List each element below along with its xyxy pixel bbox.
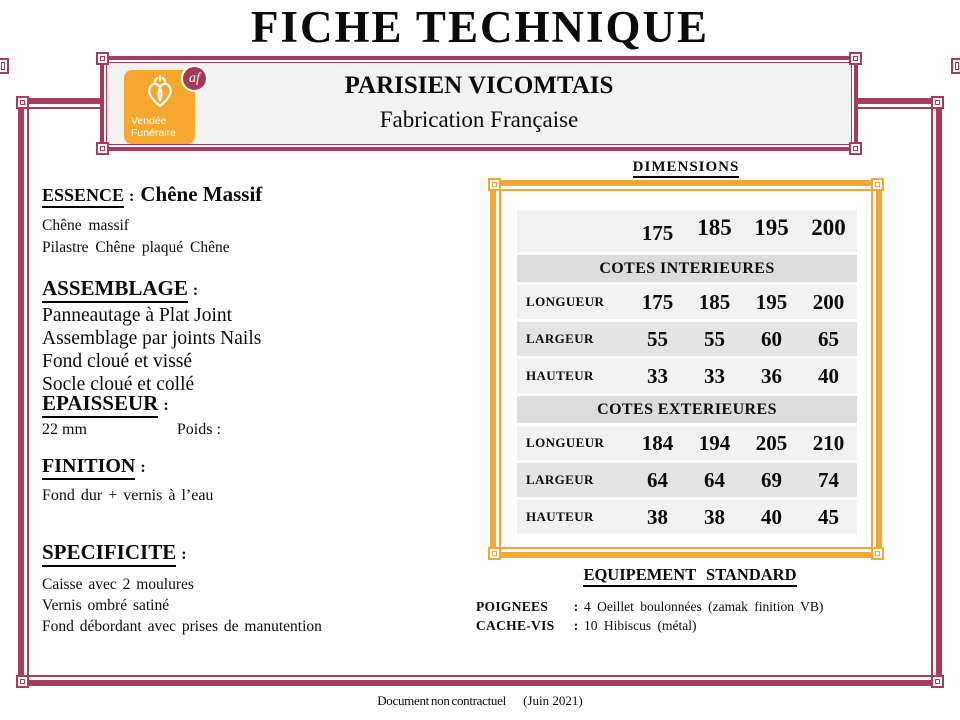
footer-date: (Juin 2021) — [523, 693, 583, 708]
equipement-heading: EQUIPEMENT STANDARD — [583, 565, 796, 587]
row-label: LONGUEUR — [526, 435, 605, 450]
equipement-colon: : — [573, 599, 579, 614]
product-name: PARISIEN VICOMTAIS — [344, 72, 614, 99]
poids-label: Poids : — [176, 421, 221, 438]
row-label: LARGEUR — [526, 331, 594, 346]
corner-ornament-icon — [16, 96, 29, 109]
corner-ornament-icon — [931, 675, 944, 688]
footer — [0, 693, 960, 709]
table-row — [517, 285, 857, 319]
logo-line2: Funéraire — [131, 127, 176, 139]
cell-value: 64 — [647, 467, 668, 492]
cell-value: 184 — [641, 430, 674, 455]
cell-value: 194 — [698, 430, 731, 455]
cell-value: 69 — [761, 467, 782, 492]
essence-line: Pilastre Chêne plaqué Chêne — [42, 239, 230, 256]
finition-heading: FINITION — [42, 455, 135, 480]
finition-colon: : — [140, 459, 146, 476]
size-header: 195 — [754, 215, 789, 240]
cell-value: 65 — [818, 326, 839, 351]
assemblage-heading: ASSEMBLAGE — [42, 276, 188, 303]
header-box — [100, 56, 858, 151]
table-band-interieures — [517, 255, 857, 282]
header-content — [107, 63, 851, 144]
equipement-value: 4 Oeillet boulonnées (zamak finition VB) — [584, 599, 824, 614]
finition-line: Fond dur + vernis à l’eau — [42, 487, 214, 504]
cell-value: 40 — [818, 363, 839, 388]
cell-value: 205 — [755, 430, 788, 455]
cell-value: 175 — [641, 289, 674, 314]
dimensions-frame — [490, 180, 882, 558]
cell-value: 38 — [647, 504, 668, 529]
dimensions-table — [517, 210, 857, 537]
assemblage-colon: : — [192, 282, 199, 299]
cell-value: 36 — [761, 363, 782, 388]
essence-colon: : — [129, 188, 135, 205]
band-label: COTES EXTERIEURES — [597, 400, 777, 418]
assemblage-line: Socle cloué et collé — [42, 374, 195, 395]
size-header: 185 — [697, 215, 732, 240]
dimensions-heading: DIMENSIONS — [633, 159, 740, 178]
corner-ornament-icon — [16, 675, 29, 688]
row-label: LONGUEUR — [526, 294, 605, 309]
table-band-exterieures — [517, 396, 857, 423]
corner-ornament-icon — [871, 547, 884, 560]
row-label: HAUTEUR — [526, 509, 594, 524]
table-row — [517, 322, 857, 356]
cell-value: 55 — [704, 326, 725, 351]
af-monogram-text: af — [189, 70, 200, 86]
specificite-colon: : — [181, 546, 187, 563]
product-subtitle: Fabrication Française — [379, 107, 579, 132]
essence-heading: ESSENCE — [42, 185, 124, 208]
row-label: LARGEUR — [526, 472, 594, 487]
cell-value: 38 — [704, 504, 725, 529]
assemblage-line: Panneautage à Plat Joint — [42, 305, 233, 326]
table-row — [517, 359, 857, 393]
edge-ornament-icon — [0, 58, 9, 74]
table-cell-empty — [517, 210, 629, 252]
epaisseur-heading: EPAISSEUR — [42, 391, 158, 418]
equipement-colon: : — [573, 618, 579, 633]
size-header: 175 — [641, 221, 674, 245]
cell-value: 200 — [812, 289, 845, 314]
page-title: FICHE TECHNIQUE — [250, 2, 709, 52]
epaisseur-value: 22 mm — [42, 421, 87, 438]
cell-value: 55 — [647, 326, 668, 351]
footer-disclaimer: Document non contractuel — [377, 693, 506, 708]
cell-value: 33 — [704, 363, 725, 388]
size-header: 200 — [811, 215, 846, 240]
cell-value: 64 — [704, 467, 725, 492]
table-row — [517, 500, 857, 534]
assemblage-line: Assemblage par joints Nails — [42, 328, 262, 349]
essence-line: Chêne massif — [42, 217, 129, 234]
cell-value: 33 — [647, 363, 668, 388]
table-row — [517, 426, 857, 460]
edge-ornament-icon — [951, 58, 960, 74]
equipement-label: CACHE-VIS — [476, 618, 555, 633]
corner-ornament-icon — [488, 178, 501, 191]
cell-value: 45 — [818, 504, 839, 529]
cell-value: 60 — [761, 326, 782, 351]
assemblage-line: Fond cloué et vissé — [42, 351, 193, 372]
cell-value: 195 — [755, 289, 788, 314]
specificite-heading: SPECIFICITE — [42, 540, 176, 567]
corner-ornament-icon — [488, 547, 501, 560]
table-row-sizes — [517, 210, 857, 252]
specificite-line: Caisse avec 2 moulures — [42, 576, 194, 593]
corner-ornament-icon — [871, 178, 884, 191]
specificite-line: Vernis ombré satiné — [42, 597, 170, 614]
corner-ornament-icon — [931, 96, 944, 109]
epaisseur-colon: : — [163, 397, 169, 414]
equipement-value: 10 Hibiscus (métal) — [584, 618, 697, 633]
row-label: HAUTEUR — [526, 368, 594, 383]
cell-value: 210 — [812, 430, 845, 455]
band-label: COTES INTERIEURES — [599, 259, 775, 277]
essence-value: Chêne Massif — [140, 182, 263, 206]
cell-value: 185 — [698, 289, 731, 314]
cell-value: 40 — [761, 504, 782, 529]
specificite-line: Fond débordant avec prises de manutention — [42, 618, 322, 635]
cell-value: 74 — [818, 467, 839, 492]
table-row — [517, 463, 857, 497]
logo-line1: Vendée — [131, 115, 167, 127]
equipement-label: POIGNEES — [476, 599, 549, 614]
